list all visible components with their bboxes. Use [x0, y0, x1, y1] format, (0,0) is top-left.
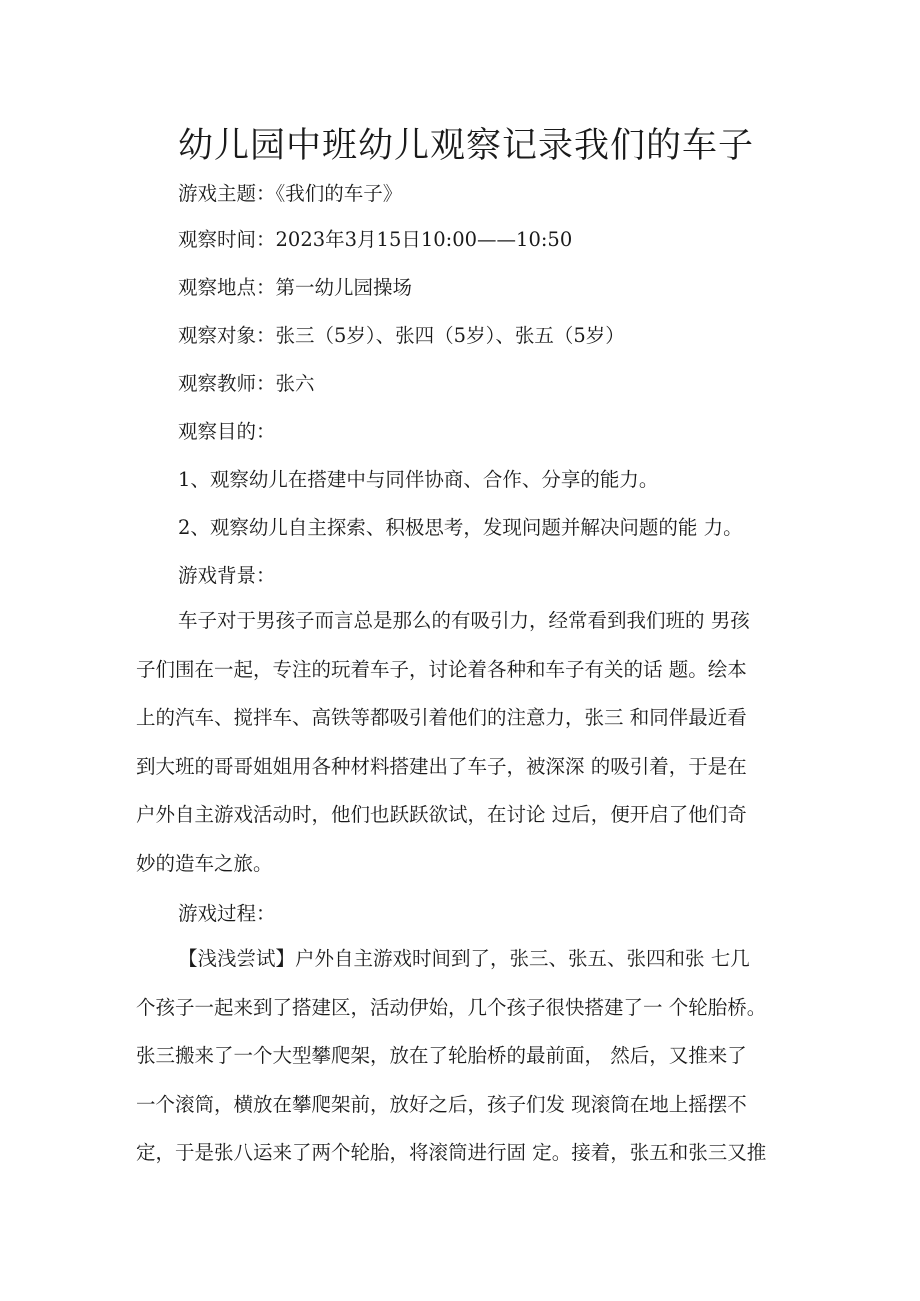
- paragraph-line: 到大班的哥哥姐姐用各种材料搭建出了车子，被深深 的吸引着，于是在: [136, 754, 747, 778]
- paragraph-line: 户外自主游戏活动时，他们也跃跃欲试，在讨论 过后，便开启了他们奇: [136, 803, 747, 826]
- observation-place: 观察地点：第一幼儿园操场: [178, 276, 413, 299]
- paragraph-line: 一个滚筒，横放在攀爬架前，放好之后，孩子们发 现滚筒在地上摇摆不: [136, 1092, 747, 1116]
- observation-time: 观察时间：2023年3月15日10:00——10:50: [178, 228, 573, 251]
- document-title: 幼儿园中班幼儿观察记录我们的车子: [178, 126, 755, 166]
- purpose-heading: 观察目的：: [178, 420, 276, 443]
- paragraph-line: 上的汽车、搅拌车、高铁等都吸引着他们的注意力，张三 和同伴最近看: [136, 706, 747, 729]
- process-heading: 游戏过程：: [178, 902, 276, 925]
- background-heading: 游戏背景：: [178, 564, 276, 587]
- background-paragraph: [136, 606, 796, 897]
- purpose-item-1: 1、观察幼儿在搭建中与同伴协商、合作、分享的能力。: [178, 468, 659, 491]
- paragraph-line: 张三搬来了一个大型攀爬架，放在了轮胎桥的最前面， 然后，又推来了: [136, 1044, 747, 1067]
- paragraph-line: 妙的造车之旅。: [136, 851, 273, 875]
- paragraph-line: 个孩子一起来到了搭建区，活动伊始，几个孩子很快搭建了一 个轮胎桥。: [136, 995, 767, 1019]
- paragraph-line: 定，于是张八运来了两个轮胎，将滚筒进行固 定。接着，张五和张三又推: [136, 1141, 767, 1164]
- paragraph-line: 子们围在一起，专注的玩着车子，讨论着各种和车子有关的话 题。绘本: [136, 657, 747, 681]
- process-paragraph: [136, 944, 796, 1187]
- paragraph-line: 【浅浅尝试】户外自主游戏时间到了，张三、张五、张四和张 七几: [178, 947, 750, 970]
- purpose-item-2: 2、观察幼儿自主探索、积极思考，发现问题并解决问题的能 力。: [178, 516, 743, 539]
- observation-subjects: 观察对象：张三（5岁）、张四（5岁）、张五（5岁）: [178, 324, 625, 347]
- observation-teacher: 观察教师：张六: [178, 372, 315, 395]
- paragraph-line: 车子对于男孩子而言总是那么的有吸引力，经常看到我们班的 男孩: [178, 609, 750, 632]
- game-theme: 游戏主题：《我们的车子》: [178, 182, 403, 205]
